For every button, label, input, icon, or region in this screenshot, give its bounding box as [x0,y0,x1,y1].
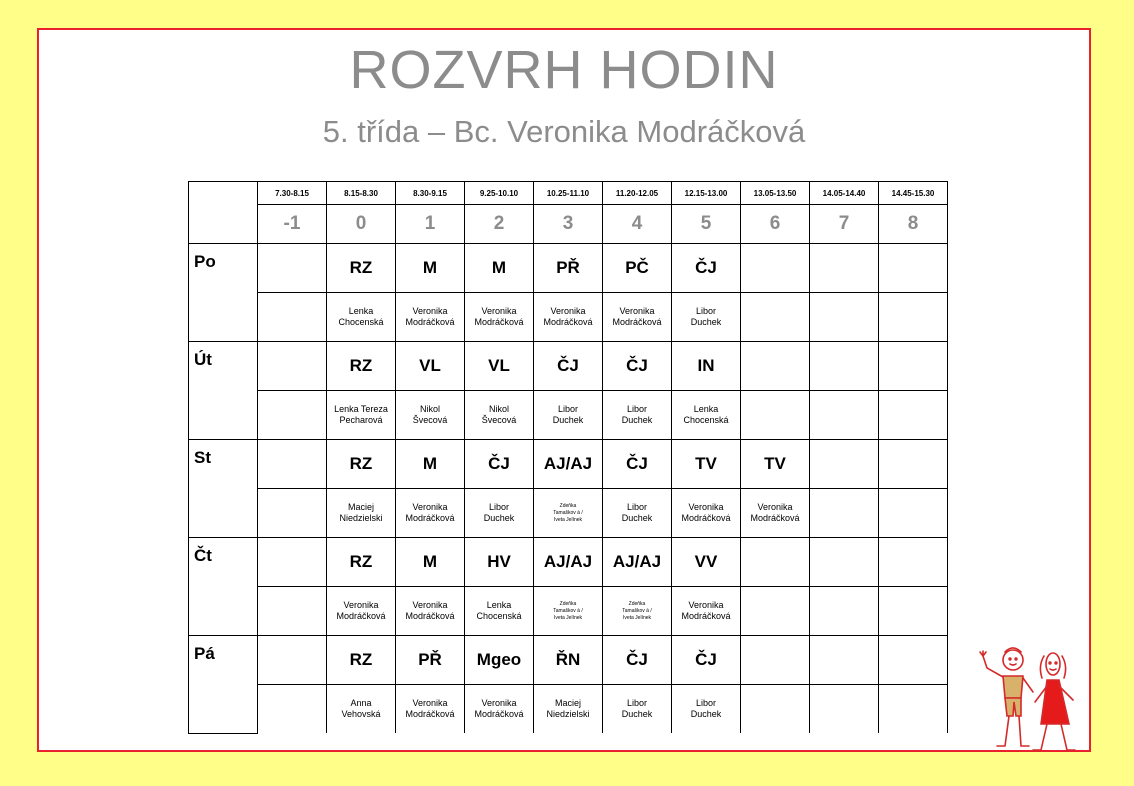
day-teacher-row [189,293,948,342]
teacher-cell [879,685,948,734]
teacher-cell [258,587,327,636]
subject-cell: ČJ [672,636,741,685]
girl-figure [1033,653,1075,750]
teacher-cell [603,489,672,538]
subject-cell [810,538,879,587]
subject-cell: RZ [327,440,396,489]
teacher-name-line: Niedzielski [546,709,590,719]
day-subject-row [189,440,948,489]
teacher-name-line: Modráčková [405,611,455,621]
subject-cell: VV [672,538,741,587]
teacher-cell [327,293,396,342]
subject-cell: ŘN [534,636,603,685]
period-number: 1 [396,205,465,244]
teacher-name-line: Modráčková [543,317,593,327]
teacher-cell [396,293,465,342]
kids-illustration [975,642,1087,754]
teacher-cell [603,391,672,440]
teacher-name-line: Chocenská [683,415,729,425]
subject-cell [258,342,327,391]
subject-cell: VL [465,342,534,391]
subject-cell: M [465,244,534,293]
subject-cell [741,538,810,587]
period-number: 5 [672,205,741,244]
day-label: Čt [189,538,258,636]
teacher-name-line: Tamaškov á / [553,607,583,614]
teacher-cell [327,587,396,636]
subject-cell: TV [741,440,810,489]
teacher-name-line: Maciej [554,698,581,708]
boy-figure [980,648,1033,746]
teacher-cell [534,293,603,342]
teacher-cell [258,685,327,734]
teacher-name-line: Iveta Jelínek [553,614,583,621]
subject-cell: ČJ [603,440,672,489]
subject-cell: PŘ [534,244,603,293]
teacher-name-line: Duchek [483,513,515,523]
teacher-name-line: Pecharová [339,415,383,425]
subject-cell [879,440,948,489]
teacher-cell [465,587,534,636]
time-cell: 7.30-8.15 [258,182,327,205]
teacher-name-line: Veronika [757,502,793,512]
period-number: 4 [603,205,672,244]
teacher-cell [603,293,672,342]
subject-cell: Mgeo [465,636,534,685]
page-subtitle: 5. třída – Bc. Veronika Modráčková [322,114,806,149]
teacher-cell [465,489,534,538]
teacher-name-line: Veronika [343,600,379,610]
teacher-name-line: Libor [488,502,509,512]
subject-cell: AJ/AJ [603,538,672,587]
teacher-name-line: Modráčková [681,611,731,621]
subject-cell [741,342,810,391]
teacher-name-line: Modráčková [336,611,386,621]
teacher-cell [879,489,948,538]
subject-cell [258,636,327,685]
time-cell: 8.15-8.30 [327,182,396,205]
day-label: St [189,440,258,538]
subject-cell [879,342,948,391]
subject-cell: PŘ [396,636,465,685]
teacher-name-line: Modráčková [681,513,731,523]
subject-cell: M [396,538,465,587]
teacher-cell [672,489,741,538]
subject-cell [879,636,948,685]
teacher-name-line: Chocenská [338,317,384,327]
teacher-cell [672,685,741,734]
day-label: Pá [189,636,258,734]
teacher-name-line: Nikol [419,404,440,414]
teacher-cell [327,685,396,734]
teacher-name-line: Libor [626,404,647,414]
teacher-name-line: Veronika [688,502,724,512]
teacher-cell [603,685,672,734]
teacher-cell [810,489,879,538]
teacher-name-line: Veronika [412,306,448,316]
teacher-name-line: Tamaškov á / [622,607,652,614]
subject-cell: ČJ [672,244,741,293]
teacher-cell [534,587,603,636]
day-subject-row [189,342,948,391]
time-cell: 14.45-15.30 [879,182,948,205]
teacher-name-line: Veronika [550,306,586,316]
day-label: Út [189,342,258,440]
teacher-name-line: Anna [350,698,372,708]
teacher-name-line: Modráčková [750,513,800,523]
teacher-cell [465,685,534,734]
teacher-name-line: Veronika [481,306,517,316]
teacher-name-line: Libor [695,306,716,316]
teacher-name-line: Duchek [690,709,722,719]
subject-cell [741,636,810,685]
teacher-name-line: Modráčková [474,709,524,719]
teacher-name-line: Veronika [412,502,448,512]
subject-cell [810,342,879,391]
period-number: 0 [327,205,396,244]
teacher-cell [741,685,810,734]
subject-cell: HV [465,538,534,587]
teacher-cell [672,587,741,636]
teacher-name-line: Modráčková [405,317,455,327]
teacher-name-line: Švecová [412,415,448,425]
teacher-cell [396,587,465,636]
teacher-cell [396,685,465,734]
teacher-cell [396,489,465,538]
period-number: 6 [741,205,810,244]
teacher-name-line: Duchek [552,415,584,425]
day-label: Po [189,244,258,342]
teacher-cell [327,489,396,538]
teacher-cell [672,293,741,342]
time-cell: 13.05-13.50 [741,182,810,205]
day-teacher-row [189,489,948,538]
subject-cell: AJ/AJ [534,440,603,489]
teacher-name-line: Maciej [347,502,374,512]
periods-row [189,205,948,244]
subject-cell: RZ [327,636,396,685]
teacher-name-line: Duchek [621,709,653,719]
teacher-cell [741,587,810,636]
teacher-cell [810,685,879,734]
subject-cell: IN [672,342,741,391]
teacher-name-line: Veronika [412,698,448,708]
subject-cell [810,244,879,293]
teacher-cell [741,489,810,538]
subject-cell: ČJ [603,342,672,391]
subject-cell [810,636,879,685]
subject-cell [258,538,327,587]
teacher-name-line: Švecová [481,415,517,425]
subject-cell: PČ [603,244,672,293]
teacher-cell [534,489,603,538]
teacher-name-line: Modráčková [474,317,524,327]
teacher-name-line: Zdeňka [559,600,577,607]
teacher-cell [327,391,396,440]
subject-cell: M [396,244,465,293]
time-cell: 9.25-10.10 [465,182,534,205]
teacher-name-line: Duchek [690,317,722,327]
subject-cell: ČJ [603,636,672,685]
teacher-name-line: Zdeňka [628,600,646,607]
teacher-name-line: Libor [626,502,647,512]
subject-cell: AJ/AJ [534,538,603,587]
teacher-name-line: Veronika [688,600,724,610]
teacher-name-line: Modráčková [612,317,662,327]
period-number: 7 [810,205,879,244]
teacher-name-line: Niedzielski [339,513,383,523]
teacher-cell [810,391,879,440]
teacher-name-line: Modráčková [405,709,455,719]
teacher-name-line: Veronika [619,306,655,316]
teacher-name-line: Veronika [412,600,448,610]
teacher-cell [396,391,465,440]
subject-cell [879,538,948,587]
teacher-cell [879,587,948,636]
teacher-cell [672,391,741,440]
teacher-cell [534,391,603,440]
teacher-name-line: Iveta Jelínek [553,516,583,523]
timetable-grid [188,181,948,734]
teacher-name-line: Veronika [481,698,517,708]
timetable-frame [37,28,1091,752]
teacher-name-line: Zdeňka [559,502,577,509]
subject-cell [258,440,327,489]
teacher-name-line: Lenka [693,404,719,414]
teacher-name-line: Tamaškov á / [553,509,583,516]
times-row [189,182,948,205]
teacher-cell [534,685,603,734]
teacher-name-line: Modráčková [405,513,455,523]
teacher-name-line: Lenka [486,600,512,610]
day-subject-row [189,538,948,587]
subject-cell: ČJ [534,342,603,391]
teacher-name-line: Duchek [621,513,653,523]
day-teacher-row [189,391,948,440]
period-number: 8 [879,205,948,244]
teacher-name-line: Iveta Jelínek [622,614,652,621]
period-number: 3 [534,205,603,244]
teacher-cell [603,587,672,636]
subject-cell: RZ [327,342,396,391]
day-teacher-row [189,587,948,636]
teacher-cell [879,391,948,440]
time-cell: 11.20-12.05 [603,182,672,205]
teacher-name-line: Lenka [348,306,374,316]
teacher-cell [879,293,948,342]
teacher-name-line: Nikol [488,404,509,414]
teacher-name-line: Libor [626,698,647,708]
teacher-cell [258,391,327,440]
subject-cell [879,244,948,293]
day-teacher-row [189,685,948,734]
subject-cell: M [396,440,465,489]
subject-cell: ČJ [465,440,534,489]
page-title: ROZVRH HODIN [349,40,779,100]
time-cell: 12.15-13.00 [672,182,741,205]
time-cell: 8.30-9.15 [396,182,465,205]
teacher-name-line: Libor [695,698,716,708]
subject-cell: TV [672,440,741,489]
subject-cell [258,244,327,293]
time-cell: 14.05-14.40 [810,182,879,205]
teacher-cell [258,293,327,342]
subject-cell: VL [396,342,465,391]
day-subject-row [189,636,948,685]
teacher-cell [741,391,810,440]
subject-cell: RZ [327,538,396,587]
teacher-name-line: Chocenská [476,611,522,621]
subject-cell [741,244,810,293]
subject-cell [810,440,879,489]
teacher-cell [258,489,327,538]
period-number: 2 [465,205,534,244]
time-cell: 10.25-11.10 [534,182,603,205]
teacher-cell [810,587,879,636]
teacher-cell [741,293,810,342]
corner-cell [189,182,258,244]
teacher-cell [465,391,534,440]
day-subject-row [189,244,948,293]
teacher-name-line: Libor [557,404,578,414]
teacher-cell [465,293,534,342]
teacher-name-line: Duchek [621,415,653,425]
teacher-name-line: Lenka Tereza [334,404,388,414]
period-number: -1 [258,205,327,244]
subject-cell: RZ [327,244,396,293]
teacher-name-line: Vehovská [341,709,381,719]
teacher-cell [810,293,879,342]
